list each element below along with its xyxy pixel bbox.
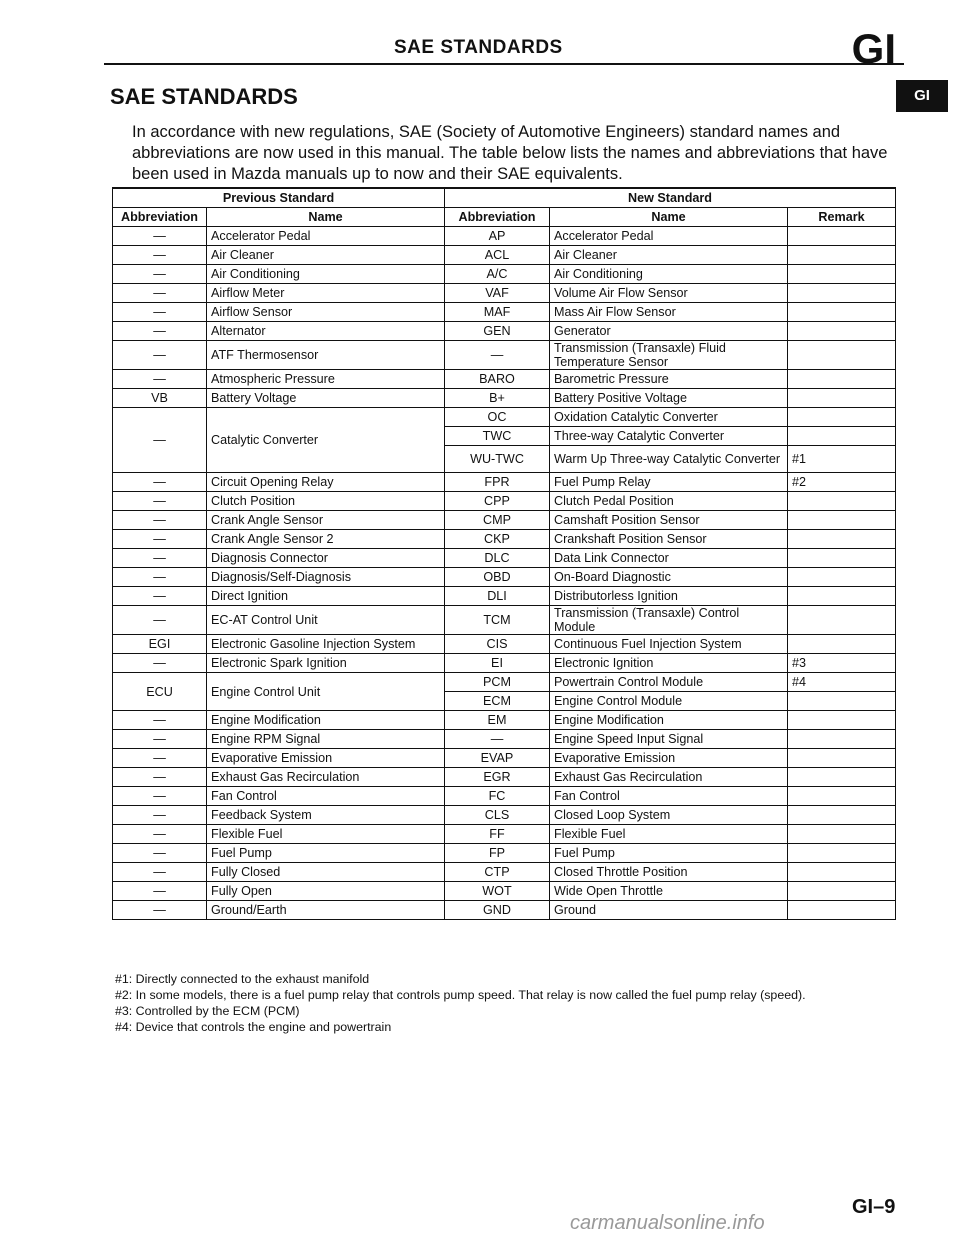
prev-abbr-cell: — — [113, 322, 207, 341]
new-name-cell: Camshaft Position Sensor — [550, 511, 788, 530]
new-name-cell: Fan Control — [550, 787, 788, 806]
prev-name-cell: Battery Voltage — [207, 389, 445, 408]
prev-name-cell: Engine RPM Signal — [207, 730, 445, 749]
prev-abbr-cell: — — [113, 882, 207, 901]
table-row — [113, 511, 896, 530]
remark-cell — [788, 492, 896, 511]
remark-cell — [788, 587, 896, 606]
group-header-new: New Standard — [445, 188, 896, 208]
new-name-cell: On-Board Diagnostic — [550, 568, 788, 587]
new-name-cell: Battery Positive Voltage — [550, 389, 788, 408]
section-title: SAE STANDARDS — [110, 84, 298, 109]
prev-name-cell: Diagnosis Connector — [207, 549, 445, 568]
new-abbr-cell: GEN — [445, 322, 550, 341]
new-abbr-cell: CKP — [445, 530, 550, 549]
prev-abbr-cell: — — [113, 530, 207, 549]
prev-name-cell: Engine Control Unit — [207, 673, 445, 711]
header-section-code: GI — [851, 25, 896, 72]
new-abbr-cell: A/C — [445, 265, 550, 284]
remark-cell — [788, 265, 896, 284]
prev-abbr-cell: — — [113, 473, 207, 492]
new-abbr-cell: FC — [445, 787, 550, 806]
new-name-cell: Continuous Fuel Injection System — [550, 635, 788, 654]
new-name-cell: Oxidation Catalytic Converter — [550, 408, 788, 427]
prev-name-cell: Airflow Meter — [207, 284, 445, 303]
new-abbr-cell: EI — [445, 654, 550, 673]
prev-name-cell: Airflow Sensor — [207, 303, 445, 322]
remark-cell: #2 — [788, 473, 896, 492]
prev-name-cell: Direct Ignition — [207, 587, 445, 606]
remark-cell — [788, 901, 896, 920]
table-row — [113, 635, 896, 654]
table-row — [113, 863, 896, 882]
table-row — [113, 549, 896, 568]
new-name-cell: Air Conditioning — [550, 265, 788, 284]
remark-cell — [788, 806, 896, 825]
page-number: GI–9 — [852, 1196, 896, 1218]
col-header-new-name: Name — [550, 208, 788, 227]
new-name-cell: Mass Air Flow Sensor — [550, 303, 788, 322]
remark-cell — [788, 606, 896, 635]
new-abbr-cell: PCM — [445, 673, 550, 692]
prev-abbr-cell: — — [113, 749, 207, 768]
new-abbr-cell: CMP — [445, 511, 550, 530]
table-row — [113, 844, 896, 863]
new-abbr-cell: FP — [445, 844, 550, 863]
new-abbr-cell: CIS — [445, 635, 550, 654]
new-name-cell: Three-way Catalytic Converter — [550, 427, 788, 446]
prev-abbr-cell: EGI — [113, 635, 207, 654]
new-name-cell: Ground — [550, 901, 788, 920]
prev-name-cell: EC-AT Control Unit — [207, 606, 445, 635]
prev-abbr-cell: — — [113, 265, 207, 284]
prev-name-cell: Alternator — [207, 322, 445, 341]
prev-name-cell: Atmospheric Pressure — [207, 370, 445, 389]
prev-abbr-cell: — — [113, 370, 207, 389]
header-rule — [104, 63, 904, 65]
table-row — [113, 284, 896, 303]
remark-cell — [788, 322, 896, 341]
remark-cell — [788, 284, 896, 303]
new-abbr-cell: EM — [445, 711, 550, 730]
remark-cell — [788, 303, 896, 322]
col-header-prev-abbr: Abbreviation — [113, 208, 207, 227]
prev-abbr-cell: — — [113, 341, 207, 370]
table-row — [113, 303, 896, 322]
prev-abbr-cell: — — [113, 246, 207, 265]
remark-cell — [788, 389, 896, 408]
remark-cell — [788, 511, 896, 530]
prev-abbr-cell: ECU — [113, 673, 207, 711]
remark-cell — [788, 341, 896, 370]
prev-name-cell: Fully Open — [207, 882, 445, 901]
prev-name-cell: Ground/Earth — [207, 901, 445, 920]
prev-name-cell: Feedback System — [207, 806, 445, 825]
table-row — [113, 587, 896, 606]
remark-cell — [788, 882, 896, 901]
new-abbr-cell: CPP — [445, 492, 550, 511]
prev-abbr-cell: — — [113, 492, 207, 511]
prev-abbr-cell: — — [113, 408, 207, 473]
new-abbr-cell: CLS — [445, 806, 550, 825]
remark-cell: #4 — [788, 673, 896, 692]
new-abbr-cell: — — [445, 730, 550, 749]
prev-abbr-cell: — — [113, 825, 207, 844]
new-name-cell: Air Cleaner — [550, 246, 788, 265]
footnote: #1: Directly connected to the exhaust manifold — [115, 972, 370, 986]
prev-abbr-cell: — — [113, 227, 207, 246]
remark-cell: #3 — [788, 654, 896, 673]
new-abbr-cell: B+ — [445, 389, 550, 408]
new-abbr-cell: ACL — [445, 246, 550, 265]
new-abbr-cell: DLI — [445, 587, 550, 606]
prev-name-cell: Crank Angle Sensor — [207, 511, 445, 530]
new-name-cell: Powertrain Control Module — [550, 673, 788, 692]
prev-abbr-cell: — — [113, 768, 207, 787]
prev-name-cell: Electronic Gasoline Injection System — [207, 635, 445, 654]
new-name-cell: Engine Control Module — [550, 692, 788, 711]
prev-abbr-cell: — — [113, 568, 207, 587]
new-name-cell: Clutch Pedal Position — [550, 492, 788, 511]
table-row — [113, 341, 896, 370]
new-name-cell: Engine Modification — [550, 711, 788, 730]
prev-name-cell: Air Conditioning — [207, 265, 445, 284]
prev-abbr-cell: — — [113, 730, 207, 749]
new-name-cell: Closed Loop System — [550, 806, 788, 825]
remark-cell — [788, 730, 896, 749]
new-name-cell: Crankshaft Position Sensor — [550, 530, 788, 549]
new-name-cell: Flexible Fuel — [550, 825, 788, 844]
col-header-new-abbr: Abbreviation — [445, 208, 550, 227]
table-row — [113, 901, 896, 920]
new-abbr-cell: OC — [445, 408, 550, 427]
table-row — [113, 530, 896, 549]
remark-cell — [788, 549, 896, 568]
table-row — [113, 673, 896, 692]
new-abbr-cell: DLC — [445, 549, 550, 568]
table-row — [113, 246, 896, 265]
remark-cell — [788, 246, 896, 265]
prev-abbr-cell: — — [113, 303, 207, 322]
table-row — [113, 370, 896, 389]
new-abbr-cell: FF — [445, 825, 550, 844]
remark-cell — [788, 749, 896, 768]
table-row — [113, 473, 896, 492]
table-row — [113, 568, 896, 587]
prev-abbr-cell: — — [113, 787, 207, 806]
new-name-cell: Accelerator Pedal — [550, 227, 788, 246]
prev-name-cell: Clutch Position — [207, 492, 445, 511]
footnote: #3: Controlled by the ECM (PCM) — [115, 1004, 300, 1018]
prev-abbr-cell: — — [113, 549, 207, 568]
prev-name-cell: Evaporative Emission — [207, 749, 445, 768]
remark-cell: #1 — [788, 446, 896, 473]
table-row — [113, 265, 896, 284]
prev-name-cell: Circuit Opening Relay — [207, 473, 445, 492]
new-abbr-cell: WU-TWC — [445, 446, 550, 473]
remark-cell — [788, 568, 896, 587]
remark-cell — [788, 825, 896, 844]
intro-paragraph: In accordance with new regulations, SAE (Society of Automotive Engineers) standard names and abbreviations are now used in this manual. The table below lists the names and abbreviations that have been used in Mazda manuals up to now and their SAE equivalents. — [132, 123, 888, 183]
remark-cell — [788, 711, 896, 730]
new-name-cell: Transmission (Transaxle) Control Module — [550, 606, 788, 635]
new-name-cell: Fuel Pump Relay — [550, 473, 788, 492]
prev-name-cell: Accelerator Pedal — [207, 227, 445, 246]
table-row — [113, 730, 896, 749]
table-row — [113, 408, 896, 427]
remark-cell — [788, 787, 896, 806]
new-name-cell: Fuel Pump — [550, 844, 788, 863]
new-name-cell: Evaporative Emission — [550, 749, 788, 768]
new-abbr-cell: TCM — [445, 606, 550, 635]
new-abbr-cell: FPR — [445, 473, 550, 492]
table-row — [113, 711, 896, 730]
new-name-cell: Data Link Connector — [550, 549, 788, 568]
new-abbr-cell: ECM — [445, 692, 550, 711]
table-row — [113, 882, 896, 901]
new-abbr-cell: — — [445, 341, 550, 370]
prev-name-cell: Air Cleaner — [207, 246, 445, 265]
header-title: SAE STANDARDS — [394, 37, 563, 58]
section-tab: GI — [896, 80, 948, 112]
remark-cell — [788, 427, 896, 446]
remark-cell — [788, 530, 896, 549]
table-row — [113, 749, 896, 768]
prev-abbr-cell: — — [113, 587, 207, 606]
prev-abbr-cell: — — [113, 806, 207, 825]
prev-name-cell: Exhaust Gas Recirculation — [207, 768, 445, 787]
footnotes — [115, 971, 806, 1035]
sae-standards-table — [112, 187, 896, 920]
prev-name-cell: Crank Angle Sensor 2 — [207, 530, 445, 549]
remark-cell — [788, 635, 896, 654]
group-header-previous: Previous Standard — [113, 188, 445, 208]
remark-cell — [788, 692, 896, 711]
new-name-cell: Engine Speed Input Signal — [550, 730, 788, 749]
prev-abbr-cell: — — [113, 711, 207, 730]
new-abbr-cell: TWC — [445, 427, 550, 446]
remark-cell — [788, 370, 896, 389]
new-name-cell: Warm Up Three-way Catalytic Converter — [550, 446, 788, 473]
prev-abbr-cell: — — [113, 284, 207, 303]
prev-name-cell: Flexible Fuel — [207, 825, 445, 844]
remark-cell — [788, 768, 896, 787]
table-row — [113, 825, 896, 844]
table-row — [113, 322, 896, 341]
prev-name-cell: Electronic Spark Ignition — [207, 654, 445, 673]
table-row — [113, 654, 896, 673]
table-row — [113, 227, 896, 246]
table-row — [113, 606, 896, 635]
prev-abbr-cell: — — [113, 606, 207, 635]
remark-cell — [788, 863, 896, 882]
prev-name-cell: ATF Thermosensor — [207, 341, 445, 370]
new-name-cell: Closed Throttle Position — [550, 863, 788, 882]
prev-name-cell: Diagnosis/Self-Diagnosis — [207, 568, 445, 587]
new-name-cell: Electronic Ignition — [550, 654, 788, 673]
prev-abbr-cell: — — [113, 654, 207, 673]
remark-cell — [788, 408, 896, 427]
new-name-cell: Transmission (Transaxle) Fluid Temperature Sensor — [550, 341, 788, 370]
table-row — [113, 389, 896, 408]
table-row — [113, 806, 896, 825]
prev-name-cell: Engine Modification — [207, 711, 445, 730]
new-name-cell: Generator — [550, 322, 788, 341]
page-header — [104, 25, 904, 72]
prev-abbr-cell: — — [113, 511, 207, 530]
table-row — [113, 768, 896, 787]
prev-abbr-cell: — — [113, 863, 207, 882]
new-abbr-cell: AP — [445, 227, 550, 246]
new-abbr-cell: OBD — [445, 568, 550, 587]
new-abbr-cell: GND — [445, 901, 550, 920]
new-name-cell: Barometric Pressure — [550, 370, 788, 389]
new-abbr-cell: CTP — [445, 863, 550, 882]
new-abbr-cell: BARO — [445, 370, 550, 389]
col-header-prev-name: Name — [207, 208, 445, 227]
watermark: carmanualsonline.info — [570, 1212, 765, 1234]
new-abbr-cell: MAF — [445, 303, 550, 322]
prev-abbr-cell: VB — [113, 389, 207, 408]
prev-abbr-cell: — — [113, 844, 207, 863]
new-name-cell: Volume Air Flow Sensor — [550, 284, 788, 303]
new-name-cell: Wide Open Throttle — [550, 882, 788, 901]
new-abbr-cell: EGR — [445, 768, 550, 787]
col-header-remark: Remark — [788, 208, 896, 227]
new-abbr-cell: WOT — [445, 882, 550, 901]
prev-name-cell: Catalytic Converter — [207, 408, 445, 473]
new-abbr-cell: VAF — [445, 284, 550, 303]
remark-cell — [788, 227, 896, 246]
new-abbr-cell: EVAP — [445, 749, 550, 768]
prev-abbr-cell: — — [113, 901, 207, 920]
table-body — [113, 227, 896, 920]
prev-name-cell: Fully Closed — [207, 863, 445, 882]
table-row — [113, 492, 896, 511]
remark-cell — [788, 844, 896, 863]
new-name-cell: Exhaust Gas Recirculation — [550, 768, 788, 787]
new-name-cell: Distributorless Ignition — [550, 587, 788, 606]
prev-name-cell: Fuel Pump — [207, 844, 445, 863]
footnote: #2: In some models, there is a fuel pump relay that controls pump speed. That relay is now called the fuel pump relay (speed). — [115, 988, 806, 1002]
footnote: #4: Device that controls the engine and powertrain — [115, 1020, 392, 1034]
prev-name-cell: Fan Control — [207, 787, 445, 806]
table-row — [113, 787, 896, 806]
